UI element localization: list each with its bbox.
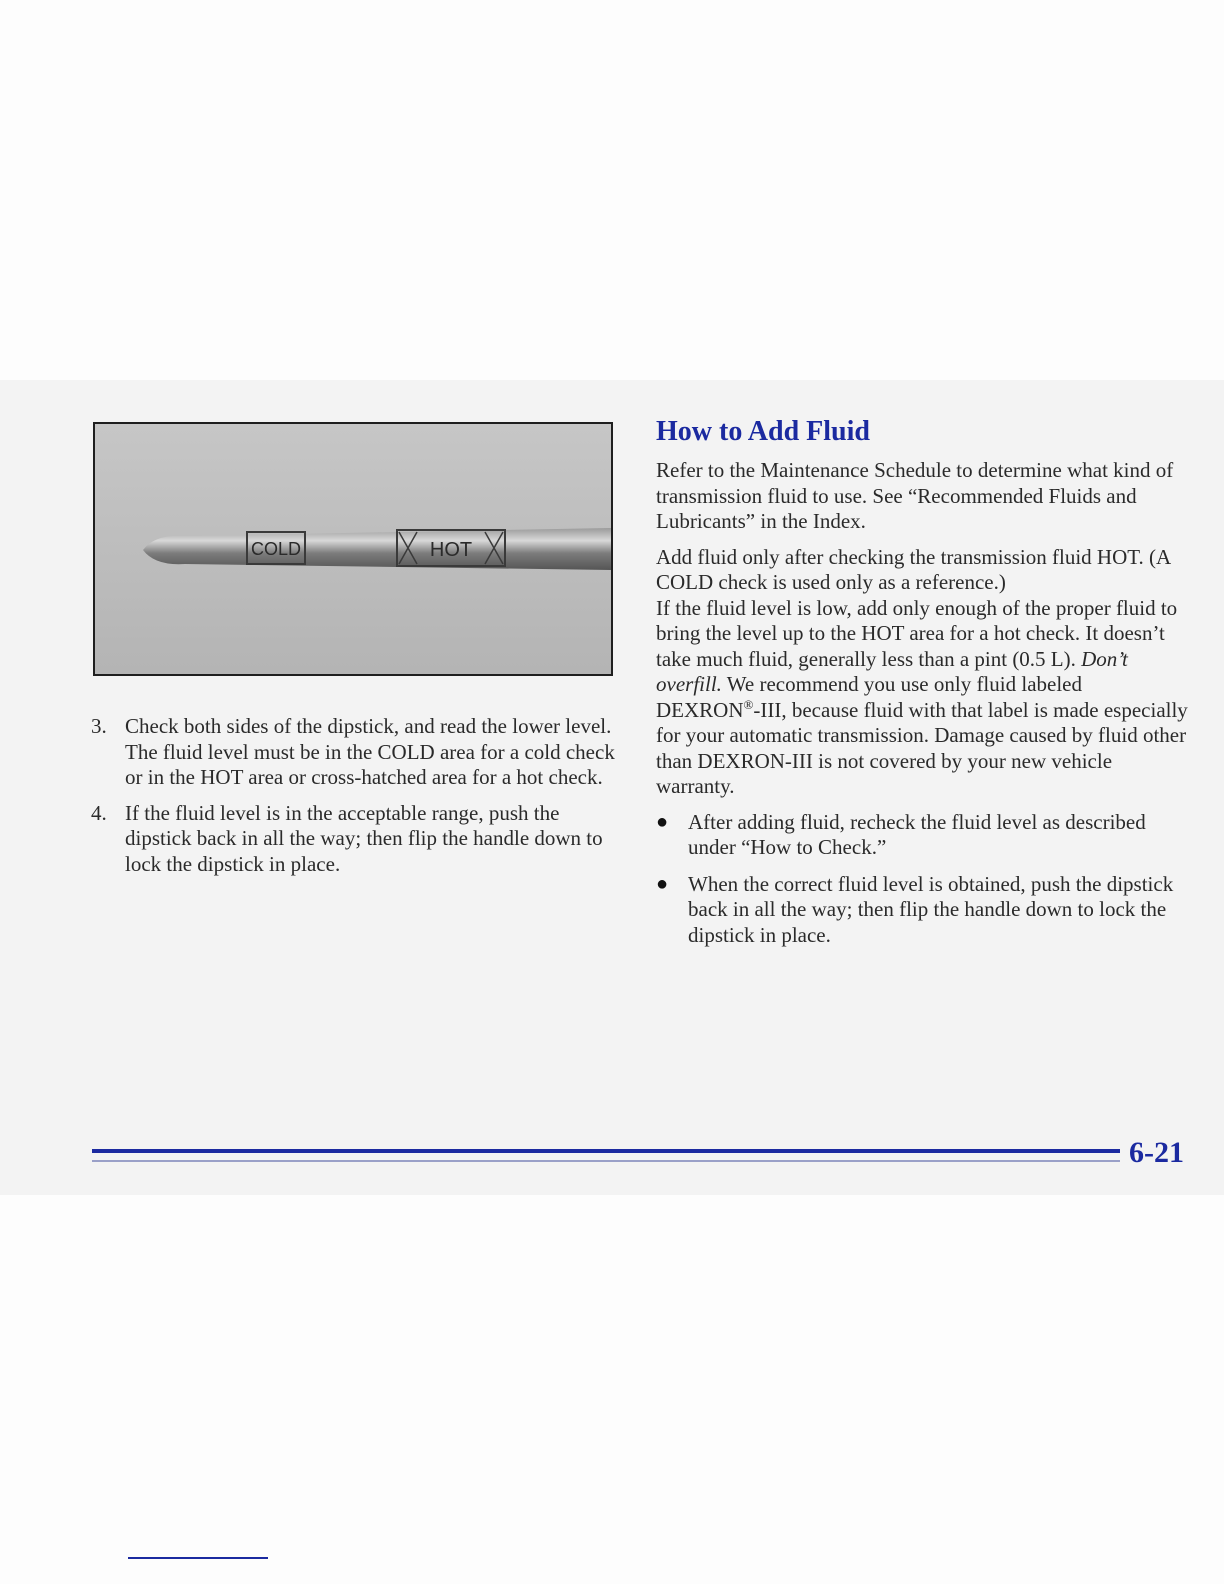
- paragraph-text: -III, because fluid with that label is made especially for your automatic transmission. Damage caused by fluid other than DEXRON-III is not covered by your new vehicle warranty.: [656, 697, 1188, 798]
- list-item: [91, 801, 621, 878]
- bullet-text: After adding fluid, recheck the fluid level as described under “How to Check.”: [688, 809, 1146, 859]
- section-heading: How to Add Fluid: [656, 416, 870, 447]
- paragraph-hot-check: Add fluid only after checking the transmission fluid HOT. (A COLD check is used only as a reference.): [656, 544, 1171, 594]
- paragraph-text: If the fluid level is low, add only enough of the proper fluid to bring the level up to the HOT area for a hot check. It doesn’t take much fluid, generally less than a pint (0.5 L).: [656, 595, 1178, 671]
- paragraph-text: We recommend you use only fluid labeled DEXRON: [656, 672, 1082, 722]
- dipstick-illustration: [95, 424, 611, 674]
- paragraph-low-fluid: [656, 596, 1191, 800]
- step-number: 3.: [91, 714, 107, 738]
- footer-rule-thin: [92, 1160, 1120, 1162]
- add-fluid-section: [656, 416, 1191, 959]
- dipstick-photo: [93, 422, 613, 676]
- paragraph-maintenance: Refer to the Maintenance Schedule to determine what kind of transmission fluid to use. See “Recommended Fluids and Lubricants” in the Index.: [656, 458, 1174, 533]
- step-text: Check both sides of the dipstick, and read the lower level. The fluid level must be in the COLD area for a cold check or in the HOT area or cross-hatched area for a hot check.: [125, 714, 615, 789]
- hot-label: HOT: [429, 539, 473, 561]
- list-item: [656, 810, 1191, 861]
- bullet-icon: ●: [656, 872, 669, 895]
- bullet-icon: ●: [656, 810, 669, 833]
- instruction-steps: [91, 714, 621, 887]
- bottom-rule: [128, 1557, 268, 1559]
- page-number: 6-21: [1129, 1136, 1184, 1169]
- list-item: [91, 714, 621, 791]
- step-text: If the fluid level is in the acceptable range, push the dipstick back in all the way; then flip the handle down to lock the dipstick in place.: [125, 800, 603, 876]
- bullet-text: When the correct fluid level is obtained, push the dipstick back in all the way; then flip the handle down to lock the dipstick in place.: [688, 871, 1174, 947]
- cold-label: COLD: [250, 539, 302, 559]
- step-number: 4.: [91, 800, 107, 825]
- footer-rule: [92, 1149, 1120, 1153]
- dont-overfill-warning: Don’t overfill.: [656, 646, 1128, 696]
- registered-mark: ®: [743, 696, 754, 712]
- list-item: [656, 872, 1191, 949]
- bullet-list: [656, 810, 1191, 949]
